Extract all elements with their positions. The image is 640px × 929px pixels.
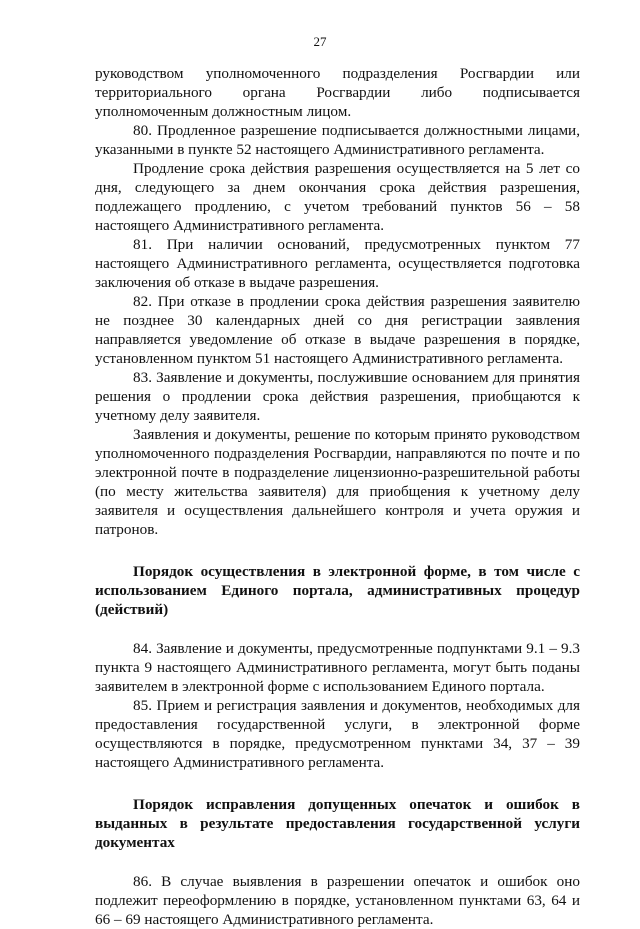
- paragraph-82: 82. При отказе в продлении срока действия разрешения заявителю не позднее 30 календарных дней со дня регистрации заявления направляется уведомление об отказе в выдаче разрешения в порядке, установленном пунктом 51 настоящего Административного регламента.: [95, 293, 580, 367]
- paragraph-86: 86. В случае выявления в разрешении опечаток и ошибок оно подлежит переоформлению в порядке, установленном пунктами 63, 64 и 66 – 69 настоящего Административного регламента.: [95, 873, 580, 928]
- paragraph-applications-forwarding: Заявления и документы, решение по которым принято руководством уполномоченного подразделения Росгвардии, направляются по почте и по электронной почте в подразделение лицензионно-разрешительной работы (по месту жительства заявителя) для приобщения к учетному делу заявителя и осуществления дальнейшего контроля и учета оружия и патронов.: [95, 426, 580, 538]
- paragraph-continuation: руководством уполномоченного подразделения Росгвардии или территориального органа Росгвардии либо подписывается уполномоченным должностным лицом.: [95, 65, 580, 120]
- page-number: 27: [313, 34, 327, 49]
- paragraph-extension-term: Продление срока действия разрешения осуществляется на 5 лет со дня, следующего за днем окончания срока действия разрешения, подлежащего продлению, с учетом требований пунктов 56 – 58 настоящего Административного регламента.: [95, 160, 580, 234]
- paragraph-81: 81. При наличии оснований, предусмотренных пунктом 77 настоящего Административного регламента, осуществляется подготовка заключения об отказе в выдаче разрешения.: [95, 236, 580, 291]
- paragraph-83: 83. Заявление и документы, послужившие основанием для принятия решения о продлении срока действия разрешения, приобщаются к учетному делу заявителя.: [95, 369, 580, 424]
- paragraph-85: 85. Прием и регистрация заявления и документов, необходимых для предоставления государственной услуги, в электронной форме осуществляются в порядке, предусмотренном пунктами 34, 37 – 39 настоящего Административного регламента.: [95, 697, 580, 771]
- document-body: [95, 64, 580, 929]
- section-heading-electronic-form: Порядок осуществления в электронной форме, в том числе с использованием Единого портала, административных процедур (действий): [95, 563, 580, 618]
- paragraph-80: 80. Продленное разрешение подписывается должностными лицами, указанными в пункте 52 настоящего Административного регламента.: [95, 122, 580, 158]
- paragraph-84: 84. Заявление и документы, предусмотренные подпунктами 9.1 – 9.3 пункта 9 настоящего Административного регламента, могут быть поданы заявителем в электронной форме с использованием Единого портала.: [95, 640, 580, 695]
- section-heading-error-correction: Порядок исправления допущенных опечаток и ошибок в выданных в результате предоставления государственной услуги документах: [95, 796, 580, 851]
